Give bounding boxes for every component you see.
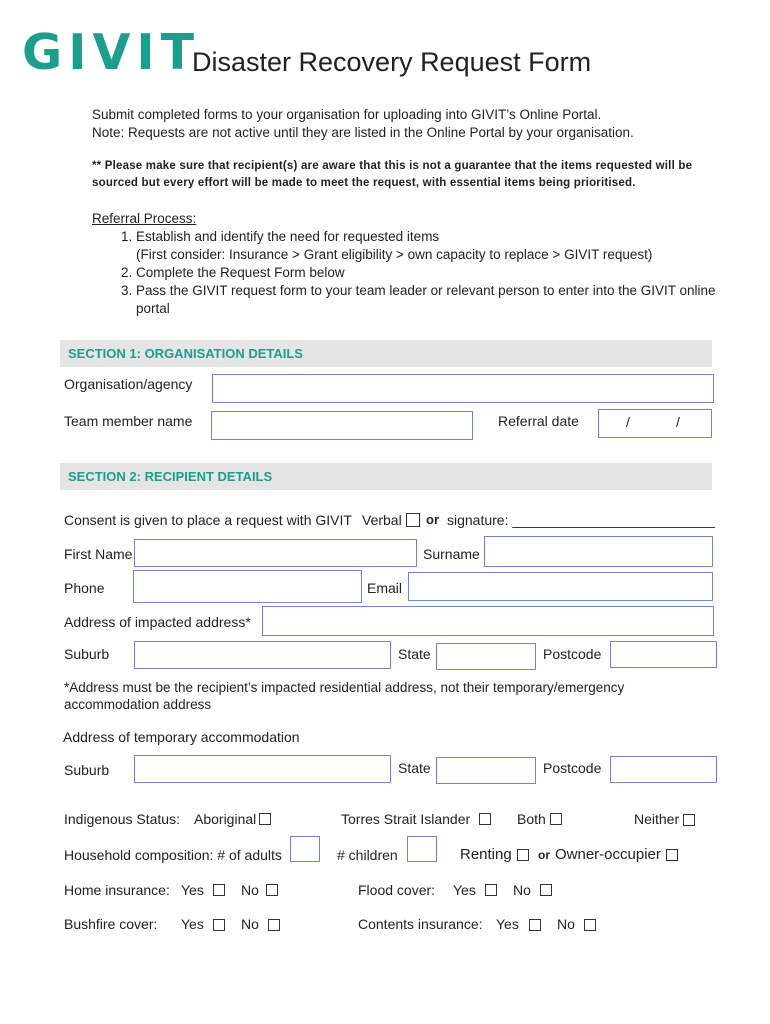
both-label: Both bbox=[517, 811, 546, 827]
organisation-field[interactable] bbox=[212, 374, 714, 403]
bushfire-no-label: No bbox=[241, 916, 259, 932]
bushfire-yes-checkbox[interactable] bbox=[213, 917, 225, 935]
surname-field[interactable] bbox=[484, 536, 713, 567]
temp-state-field[interactable] bbox=[436, 757, 536, 784]
aboriginal-label: Aboriginal bbox=[194, 811, 257, 827]
referral-date-field[interactable] bbox=[598, 409, 712, 438]
section-1-header bbox=[60, 340, 712, 367]
flood-yes-label: Yes bbox=[453, 882, 476, 898]
temp-address-label: Address of temporary accommodation bbox=[63, 729, 300, 745]
section-2-title: SECTION 2: RECIPIENT DETAILS bbox=[68, 469, 273, 484]
contents-yes-checkbox[interactable] bbox=[529, 917, 541, 935]
children-label: # children bbox=[337, 847, 398, 863]
suburb-label: Suburb bbox=[64, 646, 110, 662]
home-insurance-yes-checkbox[interactable] bbox=[213, 882, 225, 900]
referral-step-2: 2. Complete the Request Form below bbox=[136, 264, 736, 282]
page-title: Disaster Recovery Request Form bbox=[192, 47, 592, 77]
flood-no-label: No bbox=[513, 882, 531, 898]
contents-no-checkbox[interactable] bbox=[584, 917, 596, 935]
email-field[interactable] bbox=[408, 572, 713, 601]
flood-yes-checkbox[interactable] bbox=[485, 882, 497, 900]
suburb-field[interactable] bbox=[134, 641, 391, 669]
date-separator-2: / bbox=[676, 414, 680, 430]
surname-label: Surname bbox=[423, 546, 480, 562]
home-insurance-no-checkbox[interactable] bbox=[266, 882, 278, 900]
verbal-checkbox[interactable] bbox=[406, 513, 420, 531]
postcode-label: Postcode bbox=[543, 646, 602, 662]
referral-heading: Referral Process: bbox=[92, 211, 197, 226]
email-label: Email bbox=[367, 580, 403, 596]
temp-postcode-label: Postcode bbox=[543, 760, 602, 776]
referral-steps bbox=[92, 228, 736, 318]
owner-occupier-checkbox[interactable] bbox=[666, 847, 678, 865]
both-checkbox[interactable] bbox=[550, 811, 562, 829]
temp-suburb-label: Suburb bbox=[64, 762, 110, 778]
intro-line-1: Submit completed forms to your organisation for uploading into GIVIT’s Online Portal. bbox=[92, 107, 602, 122]
temp-postcode-field[interactable] bbox=[610, 756, 717, 783]
owner-occupier-label: Owner-occupier bbox=[555, 846, 661, 863]
postcode-field[interactable] bbox=[610, 641, 717, 668]
state-label: State bbox=[398, 646, 431, 662]
bushfire-yes-label: Yes bbox=[181, 916, 204, 932]
flood-cover-label: Flood cover: bbox=[358, 882, 436, 898]
contents-no-label: No bbox=[557, 916, 575, 932]
contents-insurance-label: Contents insurance: bbox=[358, 916, 483, 932]
referral-step-1-text: Establish and identify the need for requested items bbox=[136, 229, 440, 244]
children-field[interactable] bbox=[407, 836, 437, 862]
first-name-label: First Name bbox=[64, 546, 133, 562]
indigenous-status-label: Indigenous Status: bbox=[64, 811, 180, 827]
renting-checkbox[interactable] bbox=[517, 847, 529, 865]
first-name-field[interactable] bbox=[134, 539, 417, 567]
state-field[interactable] bbox=[436, 643, 536, 670]
or-label: or bbox=[426, 512, 439, 527]
verbal-label: Verbal bbox=[362, 512, 402, 528]
bushfire-cover-label: Bushfire cover: bbox=[64, 916, 158, 932]
temp-state-label: State bbox=[398, 760, 431, 776]
impacted-address-field[interactable] bbox=[262, 606, 714, 636]
intro-line-2: Note: Requests are not active until they are listed in the Online Portal by your organisation. bbox=[92, 125, 634, 140]
neither-label: Neither bbox=[634, 811, 680, 827]
phone-field[interactable] bbox=[133, 570, 362, 603]
renting-label: Renting bbox=[460, 846, 512, 863]
tenure-or-label: or bbox=[538, 848, 550, 862]
torres-strait-label: Torres Strait Islander bbox=[341, 811, 471, 827]
neither-checkbox[interactable] bbox=[683, 812, 695, 830]
aboriginal-checkbox[interactable] bbox=[259, 811, 271, 829]
givit-logo: GIVIT bbox=[22, 24, 201, 81]
address-note: *Address must be the recipient’s impacted residential address, not their temporary/emergency accommodation address bbox=[64, 680, 625, 712]
phone-label: Phone bbox=[64, 580, 105, 596]
home-insurance-yes-label: Yes bbox=[181, 882, 204, 898]
home-insurance-label: Home insurance: bbox=[64, 882, 170, 898]
signature-line[interactable]: signature: __________________________ bbox=[447, 512, 715, 528]
consent-label: Consent is given to place a request with GIVIT bbox=[64, 512, 352, 528]
team-member-field[interactable] bbox=[211, 411, 473, 440]
temp-suburb-field[interactable] bbox=[134, 755, 391, 783]
team-member-label: Team member name bbox=[64, 413, 193, 429]
referral-step-1 bbox=[136, 228, 736, 264]
organisation-label: Organisation/agency bbox=[64, 376, 193, 392]
referral-step-1-sub: (First consider: Insurance > Grant eligibility > own capacity to replace > GIVIT request) bbox=[136, 247, 653, 262]
torres-strait-checkbox[interactable] bbox=[479, 811, 491, 829]
impacted-address-label: Address of impacted address* bbox=[64, 614, 251, 630]
contents-yes-label: Yes bbox=[496, 916, 519, 932]
bushfire-no-checkbox[interactable] bbox=[268, 917, 280, 935]
section-2-header bbox=[60, 463, 712, 490]
date-separator-1: / bbox=[626, 414, 630, 430]
flood-no-checkbox[interactable] bbox=[540, 882, 552, 900]
home-insurance-no-label: No bbox=[241, 882, 259, 898]
adults-field[interactable] bbox=[290, 836, 320, 862]
household-adults-label: Household composition: # of adults bbox=[64, 847, 282, 863]
referral-step-3: 3. Pass the GIVIT request form to your team leader or relevant person to enter into the GIVIT online portal bbox=[136, 282, 736, 318]
guarantee-note: ** Please make sure that recipient(s) are aware that this is not a guarantee that the items requested will be sourced but every effort will be made to meet the request, with essential items being prioritised. bbox=[92, 160, 693, 189]
referral-date-label: Referral date bbox=[498, 413, 579, 429]
section-1-title: SECTION 1: ORGANISATION DETAILS bbox=[68, 346, 303, 361]
